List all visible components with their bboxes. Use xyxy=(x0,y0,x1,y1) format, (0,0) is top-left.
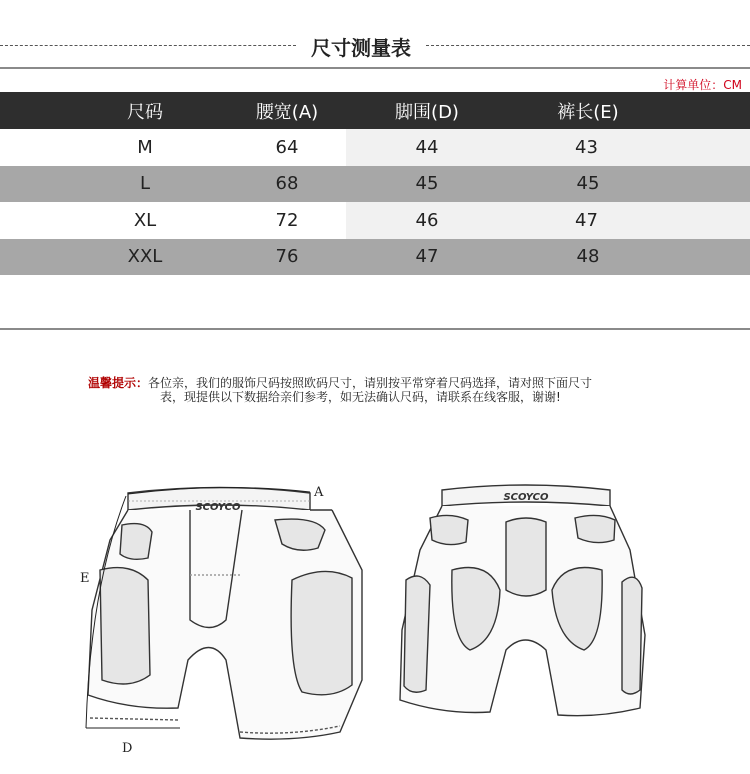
table-cell-leg-opening: 45 xyxy=(415,173,439,195)
table-cell-leg-opening: 44 xyxy=(346,129,508,166)
column-header-length: 裤长(E) xyxy=(557,101,619,123)
table-cell-waist: 72 xyxy=(275,209,299,231)
shorts-diagram xyxy=(70,470,690,765)
dimension-label-e: E xyxy=(80,571,90,586)
front-logo-text: SCOYCO xyxy=(195,502,241,513)
notice-label: 温馨提示： xyxy=(88,376,149,390)
table-header-row xyxy=(0,92,750,129)
table-cell-leg-opening: 46 xyxy=(346,202,508,239)
title-dash-right xyxy=(426,45,750,46)
title-dash-left xyxy=(0,45,296,46)
table-cell-length: 45 xyxy=(576,173,600,195)
top-divider xyxy=(0,67,750,69)
table-cell-waist: 64 xyxy=(275,136,299,158)
table-row xyxy=(0,239,750,276)
column-header-leg-opening: 脚围(D) xyxy=(395,101,459,123)
size-table xyxy=(0,92,750,275)
table-cell-size: XXL xyxy=(127,246,163,268)
notice-line-1: 各位亲，我们的服饰尺码按照欧码尺寸，请别按平常穿着尺码选择，请对照下面尺寸 xyxy=(148,376,593,390)
column-header-waist: 腰宽(A) xyxy=(255,101,319,123)
dimension-label-a: A xyxy=(314,485,324,500)
unit-note: 计算单位：CM xyxy=(663,78,742,92)
table-cell-length: 43 xyxy=(508,129,750,166)
page-title: 尺寸测量表 xyxy=(311,36,411,60)
table-cell-waist: 76 xyxy=(275,246,299,268)
table-row xyxy=(0,202,750,239)
table-cell-size: M xyxy=(137,136,153,158)
table-cell-length: 47 xyxy=(508,202,750,239)
notice-line-2: 表，现提供以下数据给亲们参考，如无法确认尺码，请联系在线客服，谢谢! xyxy=(160,390,561,404)
table-cell-size: XL xyxy=(133,209,157,231)
table-cell-size: L xyxy=(139,173,151,195)
table-row xyxy=(0,129,750,166)
back-logo-text: SCOYCO xyxy=(503,492,549,503)
table-cell-length: 48 xyxy=(576,246,600,268)
front-shorts-illustration xyxy=(88,488,362,740)
dimension-label-d: D xyxy=(122,741,133,756)
column-header-size: 尺码 xyxy=(127,101,163,123)
table-row xyxy=(0,166,750,203)
table-cell-waist: 68 xyxy=(275,173,299,195)
table-bottom-divider xyxy=(0,328,750,330)
table-cell-leg-opening: 47 xyxy=(415,246,439,268)
title-row xyxy=(0,30,750,60)
back-shorts-illustration xyxy=(400,485,645,716)
size-notice xyxy=(88,376,668,404)
